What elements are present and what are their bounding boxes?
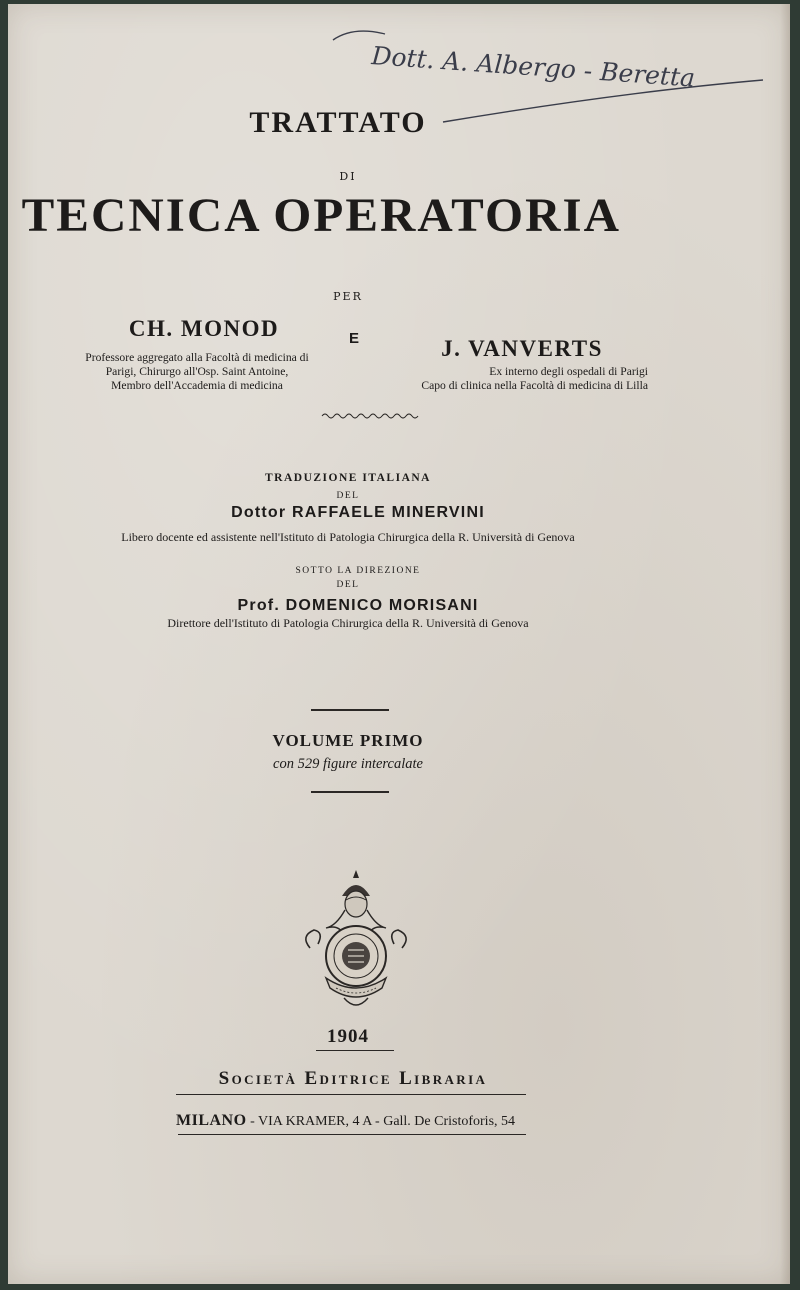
publisher-address [176,1112,546,1130]
publication-year: 1904 [327,1026,369,1047]
ornamental-squiggle [320,410,420,422]
author-1-affiliation-line: Professore aggregato alla Facoltà di medicina di [85,351,309,364]
translation-label: TRADUZIONE ITALIANA [265,472,431,484]
title-di: DI [339,170,357,183]
title-page [8,4,790,1284]
author-1-name: CH. MONOD [128,316,280,341]
author-2-affiliation-line: Ex interno degli ospedali di Parigi [489,365,648,378]
divider-rule [176,1094,526,1095]
author-conjunction: E [348,330,359,347]
page-edge-shadow [780,4,790,1284]
translator-name: Dottor RAFFAELE MINERVINI [231,504,485,521]
direction-label: SOTTO LA DIREZIONE [295,566,421,576]
director-affiliation: Direttore dell'Istituto di Patologia Chirurgica della R. Università di Genova [167,616,529,630]
divider-rule [311,791,389,793]
direction-del: DEL [336,580,360,590]
title-top: TRATTATO [249,106,427,139]
divider-rule [311,709,389,711]
title-main: TECNICA OPERATORIA [21,189,622,242]
divider-rule [316,1050,394,1051]
signature-text: Dott. A. Albergo - Beretta [370,41,696,93]
author-2-affiliation [348,365,648,393]
director-name: Prof. DOMENICO MORISANI [237,597,479,614]
author-2-affiliation-line: Capo di clinica nella Facoltà di medicina di Lilla [421,379,648,392]
title-per: PER [333,290,363,303]
publisher-emblem-icon [296,866,416,1016]
publisher-city: MILANO [176,1112,247,1129]
publisher-street: - VIA KRAMER, 4 A - Gall. De Cristoforis, 54 [250,1114,516,1129]
author-1-affiliation [30,351,364,393]
author-2-name: J. VANVERTS [441,336,603,361]
volume-figures: con 529 figure intercalate [273,756,423,772]
translator-affiliation: Libero docente ed assistente nell'Istituto di Patologia Chirurgica della R. Università di Genova [121,530,575,544]
volume-label: VOLUME PRIMO [272,731,424,750]
translation-del: DEL [336,491,360,501]
author-1-affiliation-line: Membro dell'Accademia di medicina [111,379,283,392]
author-1-affiliation-line: Parigi, Chirurgo all'Osp. Saint Antoine, [105,365,289,378]
divider-rule [178,1134,526,1135]
publisher-name: Società Editrice Libraria [218,1068,488,1089]
